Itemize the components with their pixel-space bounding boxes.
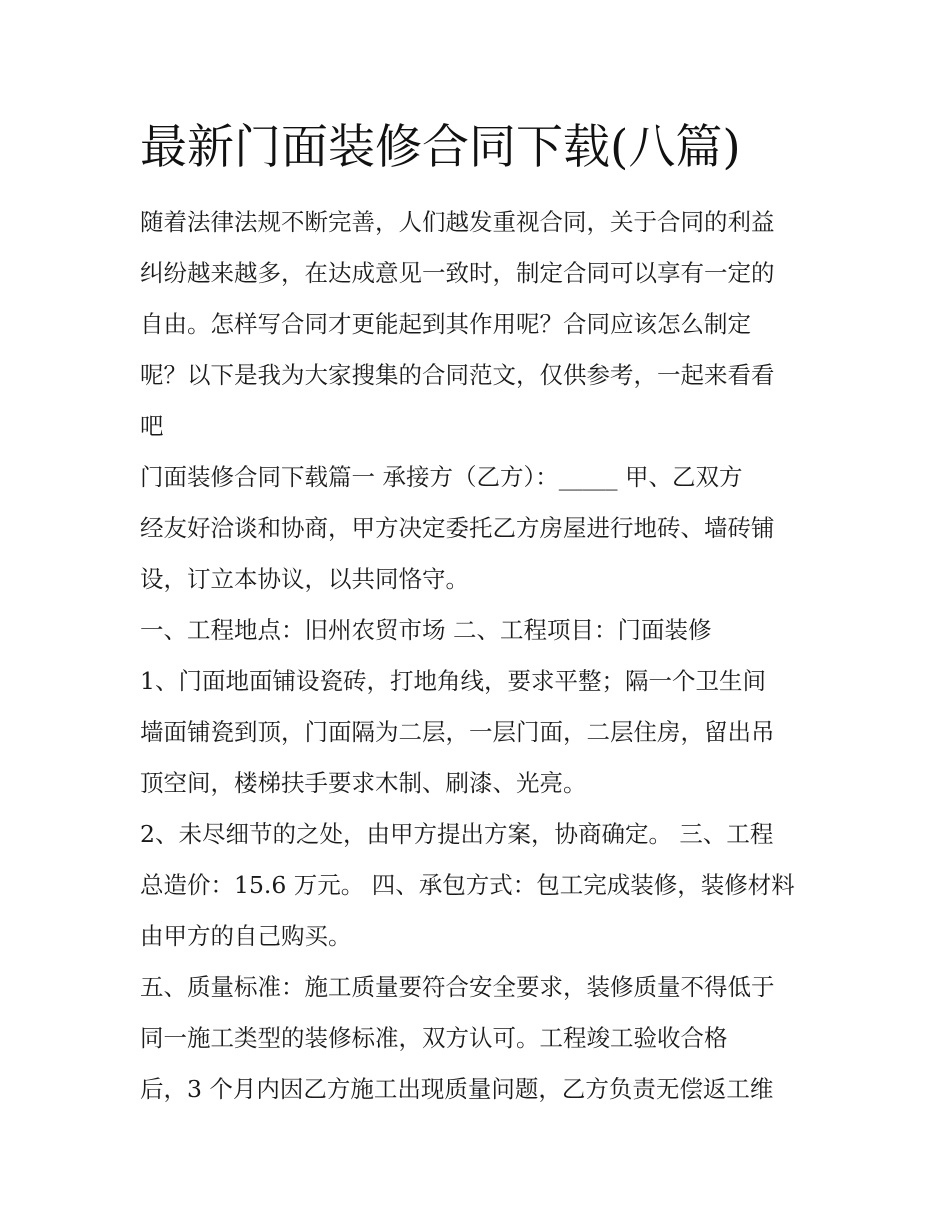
paragraph-line: 同一施工类型的装修标准，双方认可。工程竣工验收合格 [140,1024,728,1052]
paragraph-line: 经友好洽谈和协商，甲方决定委托乙方房屋进行地砖、墙砖铺 [140,514,775,542]
paragraph-line: 1、门面地面铺设瓷砖，打地角线，要求平整；隔一个卫生间 [140,667,766,695]
paragraph-line: 随着法律法规不断完善，人们越发重视合同，关于合同的利益 [140,208,775,236]
paragraph-line: 呢？以下是我为大家搜集的合同范文，仅供参考，一起来看看 [140,361,775,389]
paragraph-line: 后，3 个月内因乙方施工出现质量问题，乙方负责无偿返工维 [140,1075,774,1103]
paragraph-line: 吧 [140,412,164,440]
paragraph-line: 五、质量标准：施工质量要符合安全要求，装修质量不得低于 [140,973,775,1001]
paragraph-line: 门面装修合同下载篇一 承接方（乙方）：_____ 甲、乙双方 [140,463,743,491]
paragraph-line: 纠纷越来越多，在达成意见一致时，制定合同可以享有一定的 [140,259,775,287]
paragraph-line: 一、工程地点：旧州农贸市场 二、工程项目：门面装修 [140,616,712,644]
paragraph-line: 墙面铺瓷到顶，门面隔为二层，一层门面，二层住房，留出吊 [140,718,775,746]
paragraph-line: 顶空间，楼梯扶手要求木制、刷漆、光亮。 [140,769,587,797]
paragraph-line: 设，订立本协议，以共同恪守。 [140,565,469,593]
paragraph-line: 由甲方的自己购买。 [140,922,352,950]
paragraph-line: 自由。怎样写合同才更能起到其作用呢？合同应该怎么制定 [140,310,751,338]
document-title: 最新门面装修合同下载(八篇) [140,120,741,175]
paragraph-line: 总造价：15.6 万元。 四、承包方式：包工完成装修，装修材料 [140,871,795,899]
paragraph-line: 2、未尽细节的之处，由甲方提出方案，协商确定。 三、工程 [140,820,774,848]
